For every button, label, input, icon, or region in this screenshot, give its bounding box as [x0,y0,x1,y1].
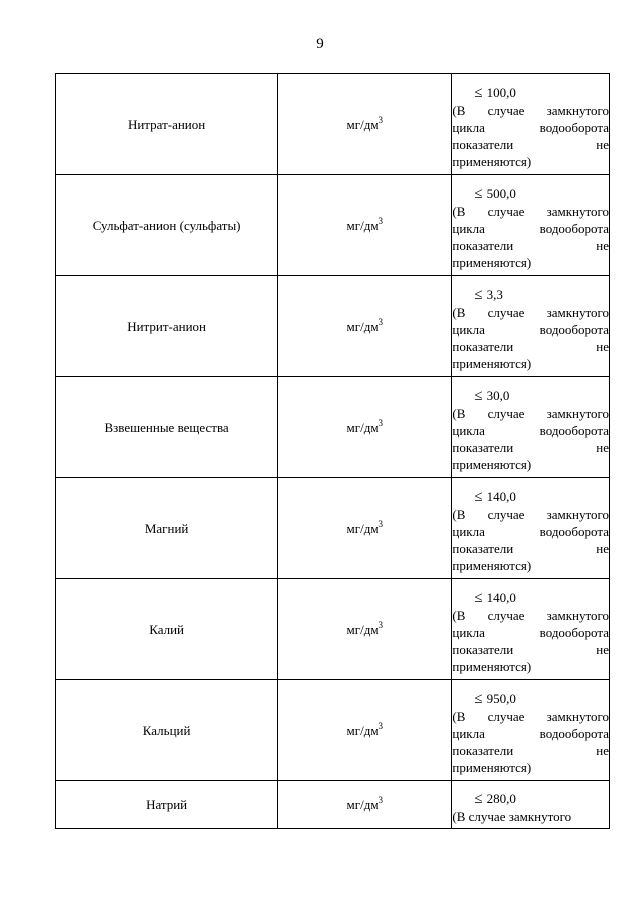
limit-value-line [452,84,609,102]
less-or-equal-sign: ≤ [474,388,483,404]
note-line: цикла водооборота [452,726,609,741]
note-line: цикла водооборота [452,120,609,135]
note-line: показатели не [452,339,609,354]
note-line: цикла водооборота [452,625,609,640]
limit-value-line [452,690,609,708]
closed-cycle-note [452,102,609,170]
note-line: применяются) [452,255,532,270]
note-line: применяются) [452,457,532,472]
closed-cycle-note [452,405,609,473]
note-line: показатели не [452,238,609,253]
unit-exponent: 3 [378,417,384,428]
indicator-name-cell: Натрий [56,781,278,829]
note-line: (В случае замкнутого [452,103,609,118]
limit-cell [452,377,610,478]
limit-value: 30,0 [486,388,510,403]
table-row [56,478,610,579]
less-or-equal-sign: ≤ [474,791,483,807]
note-line: цикла водооборота [452,221,609,236]
less-or-equal-sign: ≤ [474,287,483,303]
unit-text: мг/дм [346,722,379,738]
note-line: применяются) [452,659,532,674]
unit-cell [278,781,452,829]
less-or-equal-sign: ≤ [474,489,483,505]
indicator-name-cell: Магний [56,478,278,579]
note-line: применяются) [452,154,532,169]
indicator-name-cell: Нитрит-анион [56,276,278,377]
note-line: показатели не [452,642,609,657]
note-line: (В случае замкнутого [452,204,609,219]
norms-table-body [56,74,610,829]
unit-text: мг/дм [346,116,379,132]
note-line: (В случае замкнутого [452,608,609,623]
unit-cell [278,175,452,276]
limit-cell [452,680,610,781]
less-or-equal-sign: ≤ [474,590,483,606]
table-row [56,579,610,680]
note-line: (В случае замкнутого [452,305,609,320]
unit-exponent: 3 [378,795,384,805]
closed-cycle-note [452,506,609,574]
note-line: (В случае замкнутого [452,507,609,522]
unit-text: мг/дм [346,419,379,435]
limit-value-line [452,286,609,304]
closed-cycle-note [452,808,609,825]
unit-text: мг/дм [346,217,379,233]
unit-text: мг/дм [346,318,379,334]
unit-text: мг/дм [346,621,379,637]
note-line: цикла водооборота [452,423,609,438]
note-line: применяются) [452,760,532,775]
limit-value: 280,0 [486,791,516,806]
limit-cell [452,478,610,579]
indicator-name-cell: Нитрат-анион [56,74,278,175]
limit-value-line [452,185,609,203]
limit-value-line [452,488,609,506]
indicator-name-cell: Сульфат-анион (сульфаты) [56,175,278,276]
note-line: цикла водооборота [452,524,609,539]
unit-exponent: 3 [378,619,384,630]
unit-exponent: 3 [378,215,384,226]
closed-cycle-note [452,304,609,372]
less-or-equal-sign: ≤ [474,186,483,202]
note-line: применяются) [452,356,532,371]
note-line: (В случае замкнутого [452,709,609,724]
limit-value: 3,3 [486,287,503,302]
unit-text: мг/дм [346,520,379,536]
table-row [56,276,610,377]
limit-value: 140,0 [486,489,516,504]
indicator-name-cell: Взвешенные вещества [56,377,278,478]
note-line: цикла водооборота [452,322,609,337]
table-row [56,377,610,478]
table-row [56,74,610,175]
unit-exponent: 3 [378,720,384,731]
unit-cell [278,680,452,781]
closed-cycle-note [452,203,609,271]
closed-cycle-note [452,708,609,776]
limit-value: 950,0 [486,691,516,706]
unit-cell [278,377,452,478]
note-line: показатели не [452,440,609,455]
note-line: (В случае замкнутого [452,406,609,421]
indicator-name-cell: Калий [56,579,278,680]
limit-value: 500,0 [486,186,516,201]
limit-cell [452,74,610,175]
page-number: 9 [316,36,324,52]
unit-cell [278,74,452,175]
unit-cell [278,579,452,680]
limit-value-line [452,790,609,808]
table-row [56,680,610,781]
unit-cell [278,276,452,377]
limit-value-line [452,387,609,405]
limit-cell [452,175,610,276]
note-line: (В случае замкнутого [452,809,572,824]
table-row [56,781,610,829]
less-or-equal-sign: ≤ [474,85,483,101]
table-row [56,175,610,276]
less-or-equal-sign: ≤ [474,691,483,707]
unit-exponent: 3 [378,316,384,327]
note-line: показатели не [452,743,609,758]
note-line: показатели не [452,137,609,152]
norms-table [55,73,610,829]
closed-cycle-note [452,607,609,675]
unit-exponent: 3 [378,518,384,529]
unit-cell [278,478,452,579]
limit-cell [452,781,610,829]
limit-value: 140,0 [486,590,516,605]
unit-text: мг/дм [346,797,379,812]
note-line: показатели не [452,541,609,556]
indicator-name-cell: Кальций [56,680,278,781]
limit-cell [452,579,610,680]
unit-exponent: 3 [378,114,384,125]
limit-cell [452,276,610,377]
limit-value-line [452,589,609,607]
note-line: применяются) [452,558,532,573]
limit-value: 100,0 [486,85,516,100]
